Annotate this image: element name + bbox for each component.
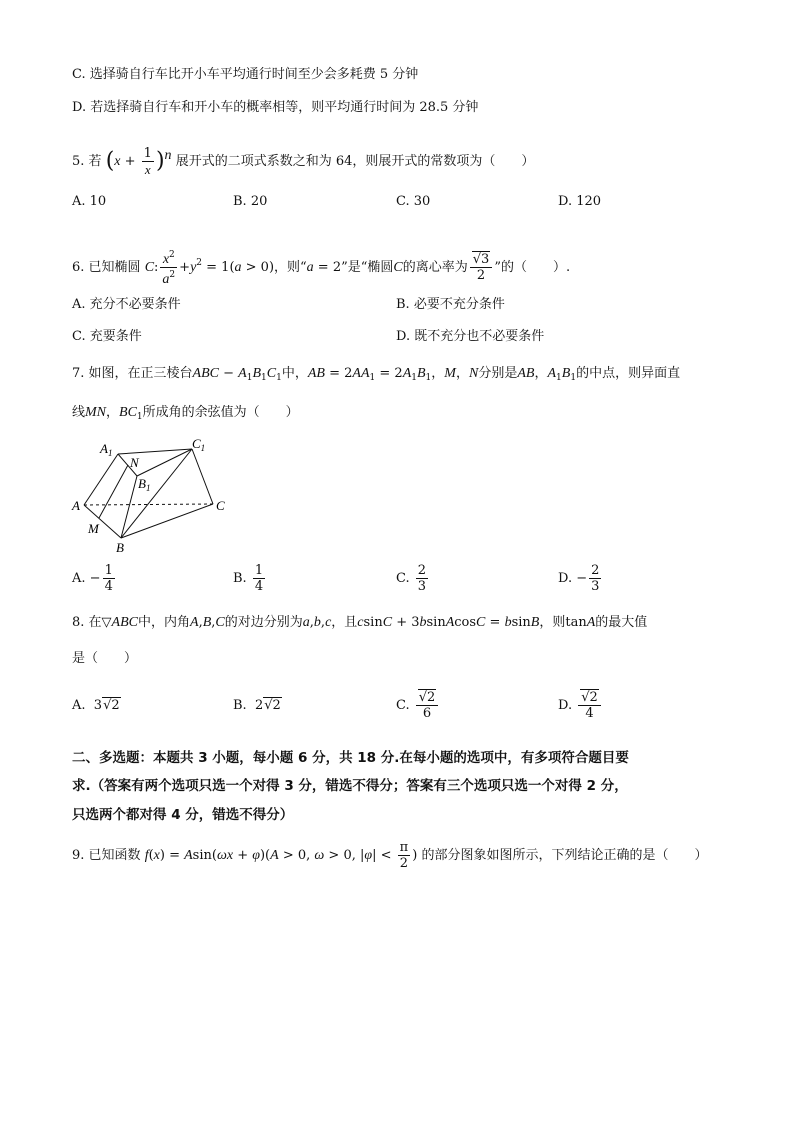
ellipse-equation: C: $\frac{x^2}{a^2}$ $+y^2 = 1(a > 0)$	[144, 250, 275, 287]
label-A: A	[72, 498, 80, 513]
q8-option-b: B. 2√2	[233, 698, 281, 713]
binomial-expression: (x + $\frac{1}{x}$ )$^n$	[105, 146, 172, 177]
q8-option-a: A. 3√2	[72, 698, 120, 713]
question-5: 5. 若 (x + $\frac{1}{x}$ )$^n$ 展开式的二项式系数之和为 64，则展开式的常数项为（ ）	[72, 146, 535, 177]
question-7-line-2: 线MN，$BC_1$所成角的余弦值为（ ）	[72, 405, 299, 422]
q6-option-b: B. 必要不充分条件	[396, 297, 505, 312]
question-7-line-1: 7. 如图，在正三棱台ABC − $A_1B_1C_1$中，AB = $2AA_1 = 2A_1B_1$，M，N分别是AB，$A_1B_1$的中点，则异面直	[72, 366, 681, 383]
q7-option-d: D. − $\frac{2}{3}$	[558, 563, 600, 594]
question-8-line-1: 8. 在▽ABC中，内角A,B,C的对边分别为a,b,c，且csinC + 3bsinAcosC = bsinB，则tanA的最大值	[72, 615, 648, 630]
q6-option-c: C. 充要条件	[72, 329, 142, 344]
q6-option-a: A. 充分不必要条件	[72, 297, 181, 312]
q5-option-d: D. 120	[558, 194, 602, 209]
label-C1: $C_1$	[192, 438, 206, 453]
section-2-heading-line-1: 二、多选题：本题共 3 小题，每小题 6 分，共 18 分.在每小题的选项中，有多项符合题目要	[72, 750, 629, 766]
q4-option-c: C. 选择骑自行车比开小车平均通行时间至少会多耗费 5 分钟	[72, 67, 419, 82]
q5-option-c: C. 30	[396, 194, 431, 209]
question-8-line-2: 是（ ）	[72, 651, 138, 666]
q7-option-a: A. − $\frac{1}{4}$	[72, 563, 113, 594]
q8-option-d: D. $\frac{√2}{4}$	[558, 690, 603, 721]
label-C: C	[216, 498, 225, 513]
q6-option-d: D. 既不充分也不必要条件	[396, 329, 545, 344]
label-A1: $A_1$	[100, 441, 113, 458]
label-N: N	[130, 455, 139, 470]
q5-option-a: A. 10	[72, 194, 107, 209]
label-B: B	[116, 540, 124, 555]
section-2-heading-line-3: 只选两个都对得 4 分，错选不得分）	[72, 807, 294, 823]
q4-option-d: D. 若选择骑自行车和开小车的概率相等，则平均通行时间为 28.5 分钟	[72, 100, 479, 115]
q7-option-b: B. $\frac{1}{4}$	[233, 563, 264, 594]
section-2-heading-line-2: 求.（答案有两个选项只选一个对得 3 分，错选不得分；答案有三个选项只选一个对得 2 分，	[72, 778, 628, 794]
frustum-figure	[70, 438, 240, 558]
q5-option-b: B. 20	[233, 194, 268, 209]
q8-option-c: C. $\frac{√2}{6}$	[396, 690, 440, 721]
function-definition: f(x) = Asin(ωx + φ)(A > 0, ω > 0, |φ| < $\frac{\pi}{2}$ )	[144, 840, 418, 871]
question-6: 6. 已知椭圆 C: $\frac{x^2}{a^2}$ $+y^2 = 1(a > 0)$，则“a = 2”是“椭圆C的离心率为 $\frac{√3}{2}$ ”的（ ）.	[72, 250, 571, 287]
label-B1: $B_1$	[138, 476, 151, 493]
label-M: M	[88, 521, 99, 536]
question-9: 9. 已知函数 f(x) = Asin(ωx + φ)(A > 0, ω > 0, |φ| < $\frac{\pi}{2}$ ) 的部分图象如图所示，下列结论正确的是（ ）	[72, 840, 708, 871]
q7-option-c: C. $\frac{2}{3}$	[396, 563, 427, 594]
